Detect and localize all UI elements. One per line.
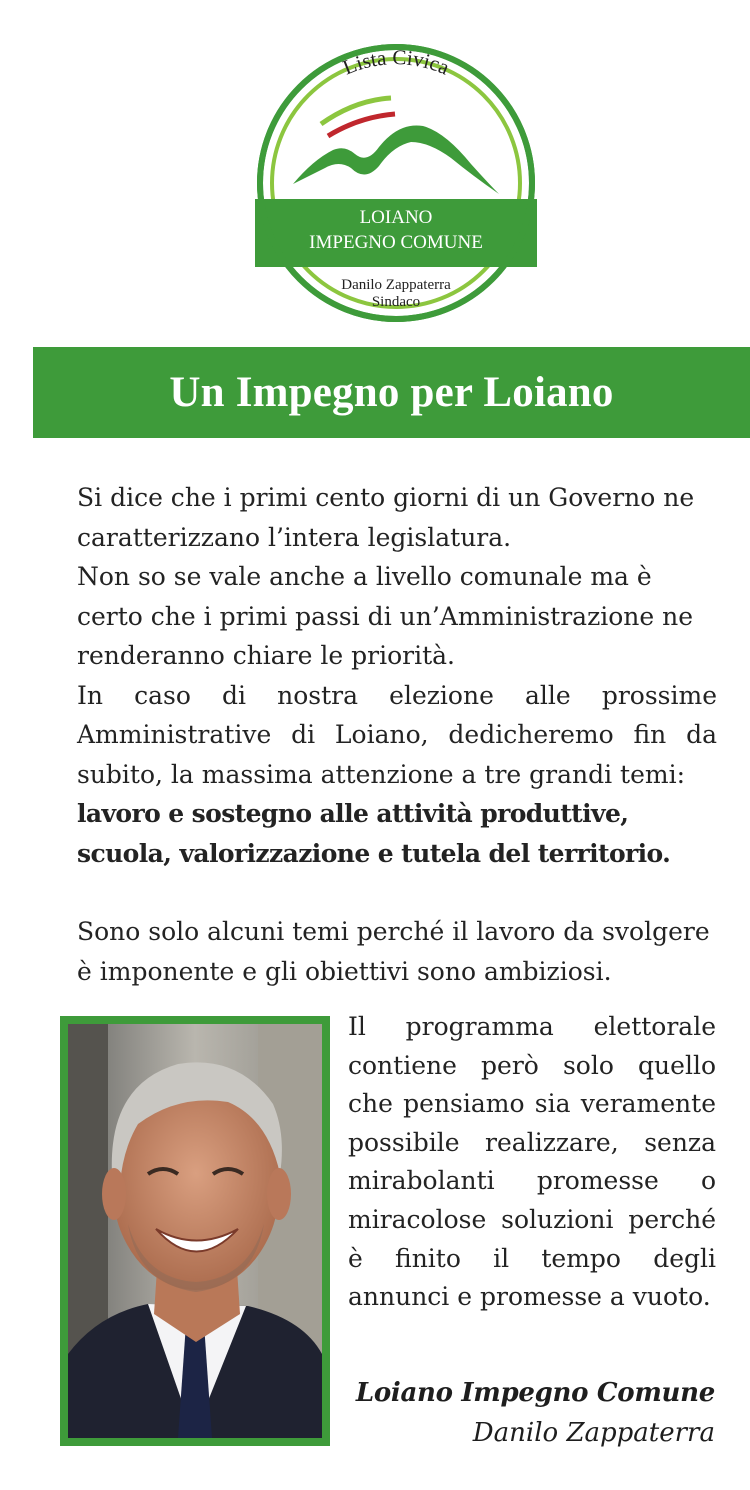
banner-title: Un Impegno per Loiano bbox=[169, 369, 614, 416]
candidate-photo bbox=[68, 1024, 322, 1438]
logo-emblem bbox=[255, 42, 537, 324]
logo-name-line1: LOIANO bbox=[359, 207, 433, 228]
paragraph-3-bold: lavoro e sostegno alle attività produttive, scuola, valorizzazione e tutela del territorio. bbox=[77, 799, 671, 868]
paragraph-2: Non so se vale anche a livello comunale ma è certo che i primi passi di un’Amministrazione ne renderanno chiare le priorità. bbox=[77, 562, 694, 670]
signature-name: Danilo Zappaterra bbox=[472, 1418, 715, 1448]
paragraph-1: Si dice che i primi cento giorni di un Governo ne caratterizzano l’intera legislatura. bbox=[77, 483, 695, 552]
logo-candidate: Danilo Zappaterra bbox=[341, 277, 451, 293]
paragraph-4: Sono solo alcuni temi perché il lavoro da svolgere è imponente e gli obiettivi sono ambiziosi. bbox=[77, 917, 710, 986]
paragraph-5: Il programma elettorale contiene però solo quello che pensiamo sia veramente possibile realizzare, senza mirabolanti promesse o miracolose soluzioni perché è finito il tempo degli annunci e promesse a vuoto. bbox=[348, 1012, 716, 1312]
paragraph-3: In caso di nostra elezione alle prossime Amministrative di Loiano, dedicheremo fin da subito, la massima attenzione a tre grandi temi: bbox=[77, 680, 717, 789]
logo-top-text: Lista Civica bbox=[339, 45, 453, 80]
logo-name-line2: IMPEGNO COMUNE bbox=[309, 232, 483, 253]
logo bbox=[255, 42, 537, 324]
signature-organization: Loiano Impegno Comune bbox=[355, 1378, 715, 1408]
intro-text bbox=[77, 478, 717, 991]
title-banner bbox=[33, 347, 750, 438]
logo-role: Sindaco bbox=[371, 294, 421, 310]
side-text bbox=[348, 1008, 716, 1317]
candidate-photo-frame bbox=[60, 1016, 330, 1446]
